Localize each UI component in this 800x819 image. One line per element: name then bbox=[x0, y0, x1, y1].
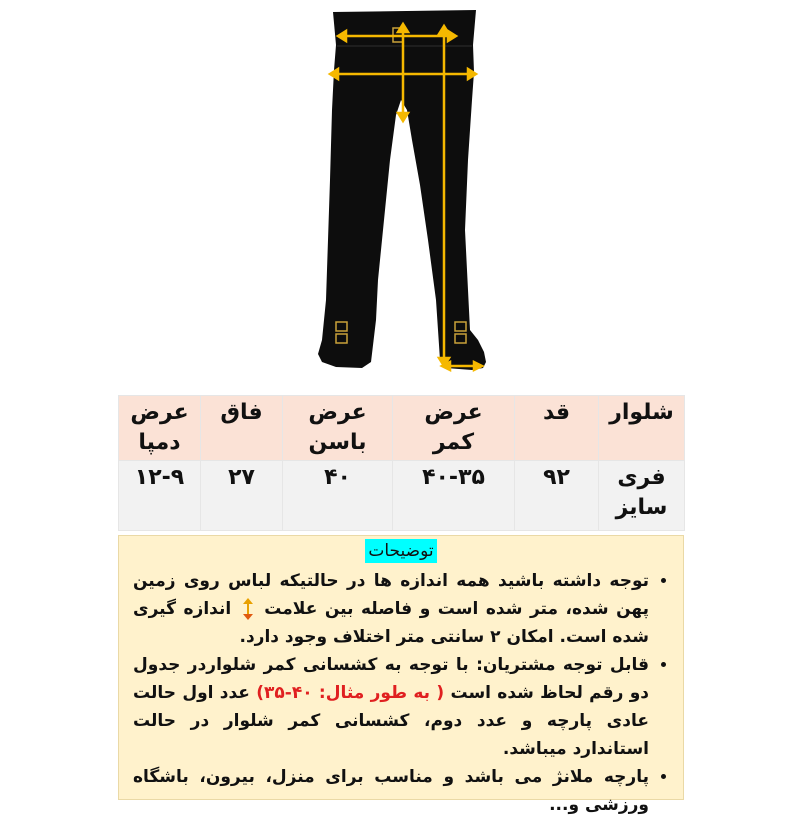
table-cell: ۱۲-۹ bbox=[119, 461, 201, 531]
table-cell: ۴۰-۳۵ bbox=[393, 461, 515, 531]
note-2-text-end: عدد اول حالت عادی پارچه و عدد دوم، کشسانی کمر شلوار در حالت استاندارد میباشد. bbox=[133, 683, 649, 759]
notes-box bbox=[118, 535, 684, 815]
size-table bbox=[118, 395, 685, 531]
table-header-row bbox=[119, 396, 685, 461]
list-item bbox=[133, 651, 649, 763]
note-3-text: پارچه ملانژ می باشد و مناسب برای منزل، بیرون، باشگاه ورزشی و... bbox=[133, 767, 649, 815]
notes-title: توضیحات bbox=[365, 539, 436, 563]
pants-measurement-image bbox=[0, 0, 800, 395]
note-1-text-start: توجه داشته باشید همه اندازه ها در حالتیکه لباس روی زمین پهن شده، متر شده است و فاصله بین علامت bbox=[133, 571, 649, 619]
table-header-cell: عرض باسن bbox=[283, 396, 393, 461]
list-item bbox=[133, 567, 649, 651]
table-row bbox=[119, 461, 685, 531]
table-header-cell: فاق bbox=[201, 396, 283, 461]
table-header-cell: عرض کمر bbox=[393, 396, 515, 461]
table-cell: ۲۷ bbox=[201, 461, 283, 531]
note-2-text-start: قابل توجه مشتریان: با توجه به کشسانی کمر شلواردر جدول دو رقم لحاظ شده است bbox=[133, 655, 649, 703]
notes-list bbox=[119, 567, 683, 819]
table-header-cell: عرض دمپا bbox=[119, 396, 201, 461]
table-cell: فری سایز bbox=[599, 461, 685, 531]
note-1-text-end: اندازه گیری شده است. امکان ۲ سانتی متر اختلاف وجود دارد. bbox=[133, 599, 649, 647]
table-header-cell: شلوار bbox=[599, 396, 685, 461]
table-header-cell: قد bbox=[515, 396, 599, 461]
list-item bbox=[133, 763, 649, 819]
note-2-example: ( به طور مثال: ۴۰-۳۵) bbox=[256, 683, 445, 703]
table-cell: ۴۰ bbox=[283, 461, 393, 531]
table-cell: ۹۲ bbox=[515, 461, 599, 531]
double-arrow-icon bbox=[243, 598, 253, 620]
